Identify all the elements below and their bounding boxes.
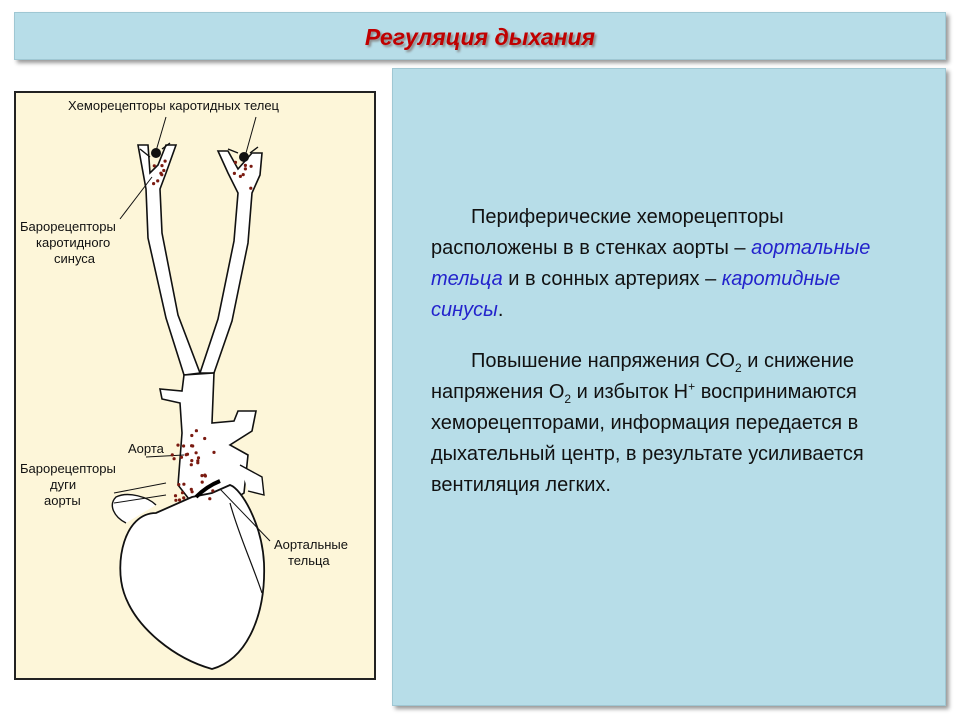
receptor-dot xyxy=(200,474,203,477)
label-aortic-bodies-2: тельца xyxy=(288,553,330,568)
receptor-dot xyxy=(182,496,185,499)
receptor-dot xyxy=(176,444,179,447)
receptor-dot xyxy=(190,463,193,466)
receptor-dot xyxy=(196,461,199,464)
right-carotid-artery xyxy=(200,151,262,373)
left-carotid-artery xyxy=(138,145,200,375)
leader-chemo-left xyxy=(156,117,166,151)
label-arch-baroreceptors-3: аорты xyxy=(44,493,81,508)
receptor-dot xyxy=(197,456,200,459)
label-carotid-baroreceptors-3: синуса xyxy=(54,251,96,266)
receptor-dot xyxy=(185,453,188,456)
label-carotid-baroreceptors-2: каротидного xyxy=(36,235,111,250)
receptor-dot xyxy=(201,481,204,484)
receptor-dot xyxy=(190,434,193,437)
receptor-dot xyxy=(244,164,247,167)
receptor-dot xyxy=(153,164,156,167)
receptor-dot xyxy=(162,169,165,172)
aorta-trunk xyxy=(160,373,256,503)
receptor-dot xyxy=(244,167,247,170)
title-bar xyxy=(14,12,946,60)
receptor-dot xyxy=(191,490,194,493)
receptor-dot xyxy=(174,494,177,497)
receptor-dot xyxy=(178,498,181,501)
p1-text-end: . xyxy=(497,299,504,321)
receptor-dot xyxy=(234,161,237,164)
receptor-dot xyxy=(212,451,215,454)
receptor-dot xyxy=(159,172,162,175)
receptor-dot xyxy=(182,444,185,447)
receptor-dot xyxy=(233,172,236,175)
receptor-dot xyxy=(242,173,245,176)
receptor-dot xyxy=(195,451,198,454)
label-aorta: Аорта xyxy=(128,441,164,456)
label-aortic-bodies-1: Аортальные xyxy=(274,537,348,552)
receptor-dot xyxy=(239,175,242,178)
paragraph-peripheral-chemoreceptors xyxy=(431,202,901,326)
receptor-dot xyxy=(211,489,214,492)
receptor-dot xyxy=(208,497,211,500)
receptor-dot xyxy=(195,429,198,432)
receptor-dot xyxy=(152,182,155,185)
heart-arteries-drawing xyxy=(16,93,374,678)
p2-text-2: и снижение напряжения О xyxy=(431,350,855,403)
receptor-dot xyxy=(191,444,194,447)
o2-subscript: 2 xyxy=(564,392,572,406)
receptor-dot xyxy=(156,179,159,182)
receptor-dot xyxy=(181,491,184,494)
receptor-dot xyxy=(182,483,185,486)
label-arch-baroreceptors-1: Барорецепторы xyxy=(20,461,116,476)
text-panel xyxy=(392,68,946,706)
receptor-dot xyxy=(173,457,176,460)
receptor-dot xyxy=(190,459,193,462)
receptor-dot xyxy=(203,474,206,477)
receptor-dot xyxy=(177,483,180,486)
p1-text-2: и в сонных артериях – xyxy=(508,268,717,290)
carotid-sinuses-term: каротидные синусы xyxy=(431,268,841,321)
receptor-dot xyxy=(180,456,183,459)
p2-text-1: Повышение напряжения СО xyxy=(471,350,735,372)
paragraph-co2-response xyxy=(431,346,901,501)
right-carotid-body xyxy=(239,152,249,162)
p1-text-1: Периферические хеморецепторы расположены в в стенках аорты – xyxy=(431,206,784,259)
p2-text-3: и избыток Н xyxy=(576,381,689,403)
slide-title: Регуляция дыхания xyxy=(364,24,596,50)
anatomy-figure xyxy=(14,91,376,680)
label-carotid-baroreceptors-1: Барорецепторы xyxy=(20,219,116,234)
co2-subscript: 2 xyxy=(734,361,742,375)
receptor-dot xyxy=(174,499,177,502)
label-arch-baroreceptors-2: дуги xyxy=(50,477,77,492)
leader-chemo-right xyxy=(246,117,256,153)
receptor-dot xyxy=(160,164,163,167)
label-carotid-chemoreceptors: Хеморецепторы каротидных телец xyxy=(68,98,280,113)
p2-text-4: воспринимаются хеморецепторами, информация передается в дыхательный центр, в результате усиливается вентиляция легких. xyxy=(431,381,864,496)
aortic-bodies-term: аортальные тельца xyxy=(431,237,871,290)
leader-arch-baro-1 xyxy=(114,483,166,493)
receptor-dot xyxy=(171,453,174,456)
receptor-dot xyxy=(164,160,167,163)
receptor-dot xyxy=(249,187,252,190)
receptor-dot xyxy=(250,165,253,168)
h-superscript: + xyxy=(688,379,696,394)
receptor-dot xyxy=(203,437,206,440)
